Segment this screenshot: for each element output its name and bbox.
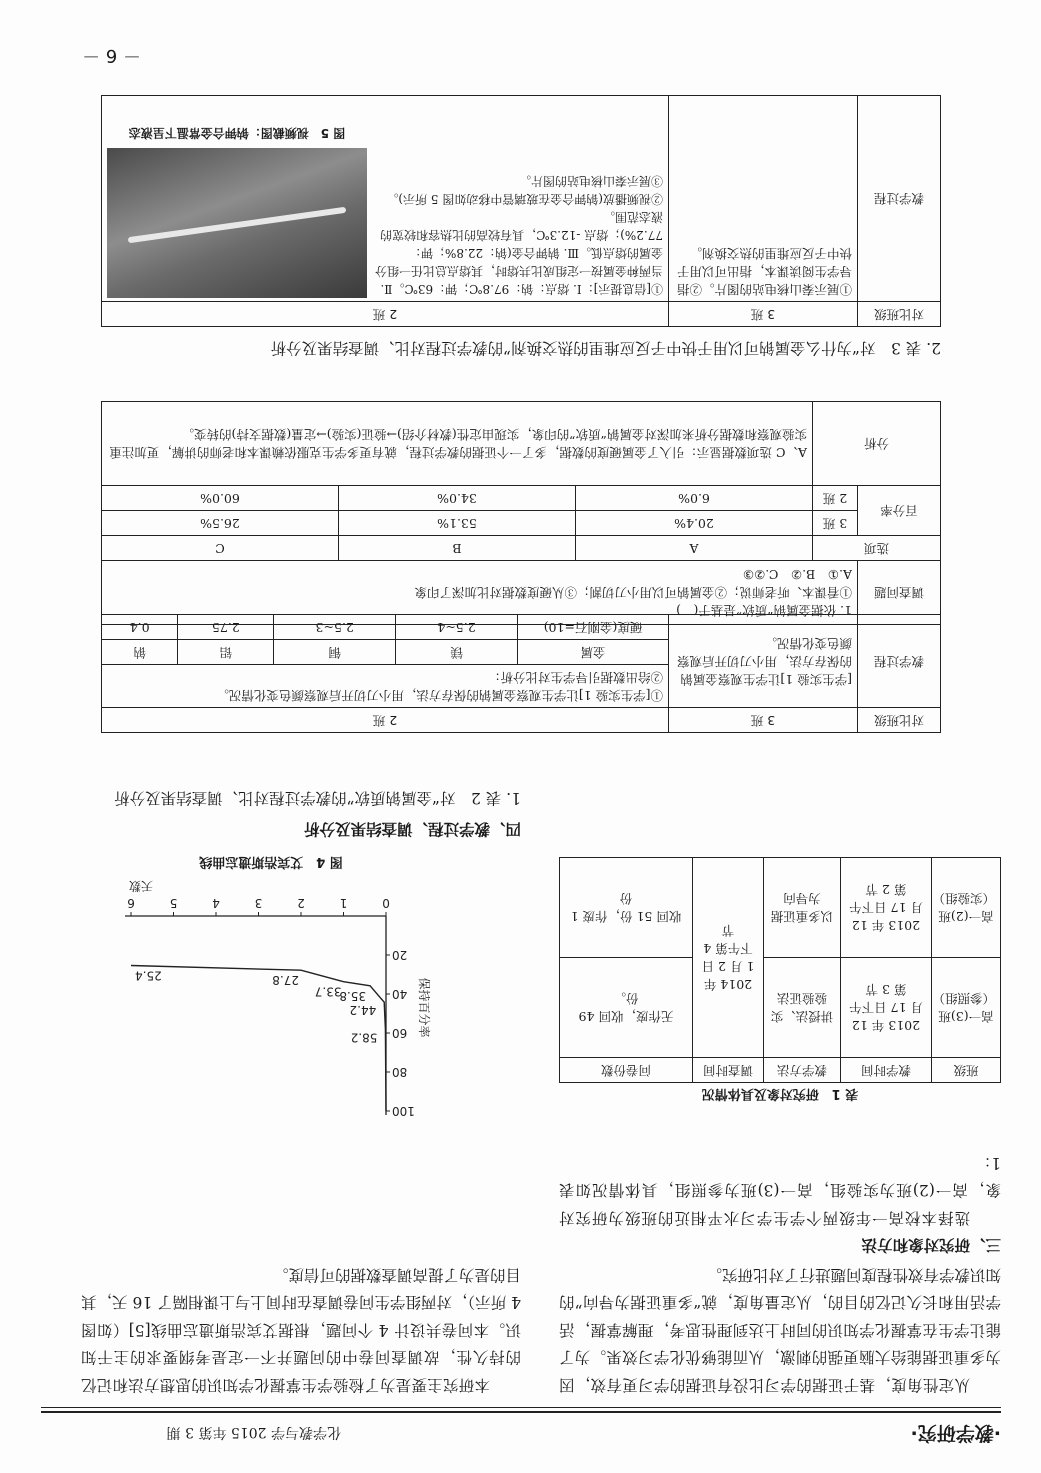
data-label: 44.2 [349, 1003, 377, 1018]
table-cell: 无作废，收回 49 份。 [560, 958, 693, 1058]
y-tick-label: 20 [392, 948, 408, 962]
y-tick-label: 60 [392, 1026, 408, 1040]
table-cell: 讲授法、实验验证法 [764, 958, 841, 1058]
table-cell: 2013 年 12 月 17 日下午第 2 节 [841, 858, 932, 958]
t3-process2-c: ③展示秦山核电站的图片。 [518, 174, 663, 188]
table2 [101, 614, 941, 733]
section-4-title: 四、教学过程、调查结果及分析 [303, 820, 521, 838]
figure4-caption: 图 4 艾宾浩斯遗忘曲线 [199, 854, 343, 869]
table3 [101, 95, 941, 327]
design-paragraph: 本研究主要是为了检验学生掌握化学知识的思想方法和记忆的持久性，故调查问卷中的问题并不一定是考纲要求的主干知识。本问卷共设计 4 个问题，根据艾宾浩斯遗忘曲线[5]（如图 4 所示），对两组学生问卷调查在时间上与上课相隔了 16 天，其目的是为了提高调查数据的可信度。 [81, 1266, 521, 1394]
figure4-plot [125, 879, 432, 1118]
section-4-sub1: 1. 表 2 对“金属钠质软”的教学过程对比、调查结果及分析 [114, 789, 521, 807]
table1-caption: 表 1 研究对象及具体情况 [701, 1086, 859, 1101]
t2-question [102, 561, 858, 625]
figure4-chart [101, 878, 441, 1123]
table-cell: A [576, 536, 813, 561]
x-tick-label: 0 [382, 896, 390, 910]
table-cell: 2.75 [178, 615, 274, 640]
t3-process2-a: ①[信息提示]：Ⅰ. 熔点：钠：97.8℃；钾：63℃。Ⅱ. 当两种金属按一定组成比共熔时，其熔点总比任一组分金属的熔点低。Ⅲ. 钠钾合金(钠：22.8%；钾：77.2%)；熔点 -12.3℃，具有较高的比热容和较宽的液态范围。 [374, 210, 663, 296]
table2-survey [101, 401, 941, 625]
t2-process3: [学生实验 1]让学生观察金属钠的保存方法，用小刀切开后观察颜色变化情况。 [669, 615, 858, 708]
t2-pct-class3: 3 班 [813, 511, 858, 536]
t2-class2: 2 班 [102, 708, 669, 733]
header-rule-thin [41, 1407, 1001, 1408]
t2-analysis-label: 分析 [813, 402, 941, 486]
t1-header-survey-time: 调查时间 [693, 1058, 764, 1083]
series-line [131, 966, 386, 1112]
t2-question-label: 调查问题 [858, 561, 941, 625]
t3-process2-b: ②视频播放(钠钾合金在玻璃管中移动如图 5 所示)。 [386, 192, 663, 206]
table-cell: 20.4% [576, 511, 813, 536]
t3-process-label: 教学过程 [858, 96, 941, 302]
intro-paragraph: 从定性角度，基于证据的学习比没有证据的学习更有效，因为多重证据能给大脑更强的刺激，从而能够优化学习效果。为了能让学生在掌握化学知识的同时上达到理性思考，理解掌握，活学活用和长久记忆的目的，从定量角度，就“多重证据为导向”的知识教学有效性程度问题进行了对比研究。 [559, 1266, 1001, 1394]
table-cell: 60.0% [102, 486, 339, 511]
t2-option-label: 选项 [813, 536, 941, 561]
t2-metals-header: 金属 [518, 640, 669, 665]
data-label: 25.4 [135, 968, 162, 983]
table-cell: 2.5~4 [396, 615, 518, 640]
table-cell: 高一(2)班（实验组） [932, 858, 1001, 958]
t1-header-class: 班级 [932, 1058, 1001, 1083]
t2-col-label: 对比班级 [858, 708, 941, 733]
t2-process-label: 教学过程 [858, 615, 941, 708]
table-cell: 以多重证据为导向 [764, 858, 841, 958]
x-tick-label: 3 [254, 896, 263, 910]
table-cell: 6.0% [576, 486, 813, 511]
table-cell: C [102, 536, 339, 561]
section-4-sub2: 2. 表 3 对“为什么金属钠可以用于快中子反应堆里的热交换剂”的教学过程对比、调查结果及分析 [270, 339, 941, 357]
y-tick-label: 100 [392, 1104, 415, 1118]
table-cell: 镁 [396, 640, 518, 665]
t2-question-options: A.① B.② C.②③ [742, 567, 852, 583]
t3-process3: ①展示秦山核电站的图片。②指导学生阅读课本，指出可以用于快中子反应堆里的热交换剂。 [669, 96, 858, 302]
t2-question-title: 1. 依据金属钠“质软”是基于( ) [676, 603, 852, 619]
t1-header-method: 教学方法 [764, 1058, 841, 1083]
t2-analysis: A、C 选项数据显示：引入了金属硬度的数据，多了一个证据的教学过程，就有更多学生克服依赖课本和老师的讲解，更加注重实验观察和数据分析来加深对金属钠“质软”的印象，实现由定性(教材介绍)→验证(实验)→定量(数据支持)的转变。 [102, 402, 813, 486]
t2-hardness-header: 硬度(金刚石=10) [518, 615, 669, 640]
right-column [81, 1261, 521, 1399]
journal-title: 化学教与学 2015 年第 3 期 [166, 1424, 341, 1440]
t1-header-time: 教学时间 [841, 1058, 932, 1083]
x-axis-label: 天数 [128, 879, 154, 893]
table-cell: 铜 [274, 640, 396, 665]
table-cell: 53.1% [339, 511, 576, 536]
t2-question-body: ①看课本、听老师说；②金属钠可以用小刀切割；③从硬度数据对比加深了印象 [414, 585, 852, 601]
x-tick-label: 5 [169, 896, 178, 910]
y-tick-label: 80 [392, 1065, 408, 1079]
x-tick-label: 1 [339, 896, 348, 910]
left-column [559, 1149, 1001, 1399]
x-tick-label: 2 [297, 896, 305, 910]
t1-header-copies: 问卷份数 [560, 1058, 693, 1083]
table-cell: 钠 [102, 640, 178, 665]
y-tick-label: 40 [392, 987, 408, 1001]
video-screenshot-image [107, 148, 367, 298]
x-tick-label: 6 [127, 896, 135, 910]
method-paragraph: 选择本校高一年级两个学生学习水平相近的班级为研究对象，高一(2)班为实验组，高一(3)班为参照组，具体情况如表 1： [559, 1154, 1001, 1227]
table-cell: 0.4 [102, 615, 178, 640]
t3-class2: 2 班 [102, 302, 669, 327]
page-number: － 6 － [82, 45, 141, 66]
t2-pct-label: 百分率 [858, 486, 941, 536]
t2-class3: 3 班 [669, 708, 858, 733]
y-axis-label: 保持百分率 [417, 977, 431, 1038]
t2-pct-class2: 2 班 [813, 486, 858, 511]
t3-col-label: 对比班级 [858, 302, 941, 327]
table-cell: B [339, 536, 576, 561]
t3-class3: 3 班 [669, 302, 858, 327]
data-label: 33.7 [314, 984, 342, 999]
figure5-caption: 图 5 视频截图：钠钾合金常温下呈液态 [128, 126, 346, 140]
table-cell: 34.0% [339, 486, 576, 511]
glass-tube [128, 207, 347, 244]
table-cell: 26.5% [102, 511, 339, 536]
table-cell: 2013 年 12 月 17 日下午第 3 节 [841, 958, 932, 1058]
table-cell: 铝 [178, 640, 274, 665]
t2-process2-b: ②给出数据引导学生对比分析： [487, 670, 663, 685]
section-3-title: 三、研究对象和方法 [861, 1236, 1001, 1255]
data-label: 58.2 [350, 1030, 378, 1045]
table-cell: 收回 51 份，作废 1 份 [560, 858, 693, 958]
table1 [559, 857, 1001, 1083]
data-label: 35.8 [339, 988, 367, 1003]
header-rule [41, 1411, 1001, 1413]
column-title: ·教学研究· [910, 1422, 1001, 1444]
table-cell: 2.5~3 [274, 615, 396, 640]
x-tick-label: 4 [212, 896, 220, 910]
figure5 [107, 124, 367, 298]
table-cell: 高一(3)班（参照组） [932, 958, 1001, 1058]
table-cell: 2014 年 1 月 2 日下午第 4 节 [693, 858, 764, 1058]
data-label: 27.8 [272, 973, 299, 988]
t3-process2 [102, 96, 669, 302]
t2-process2-a: ①[学生实验 1]让学生观察金属钠的保存方法，用小刀切开后观察颜色变化情况。 ②给出数据引导学生对比分析： [102, 665, 669, 708]
